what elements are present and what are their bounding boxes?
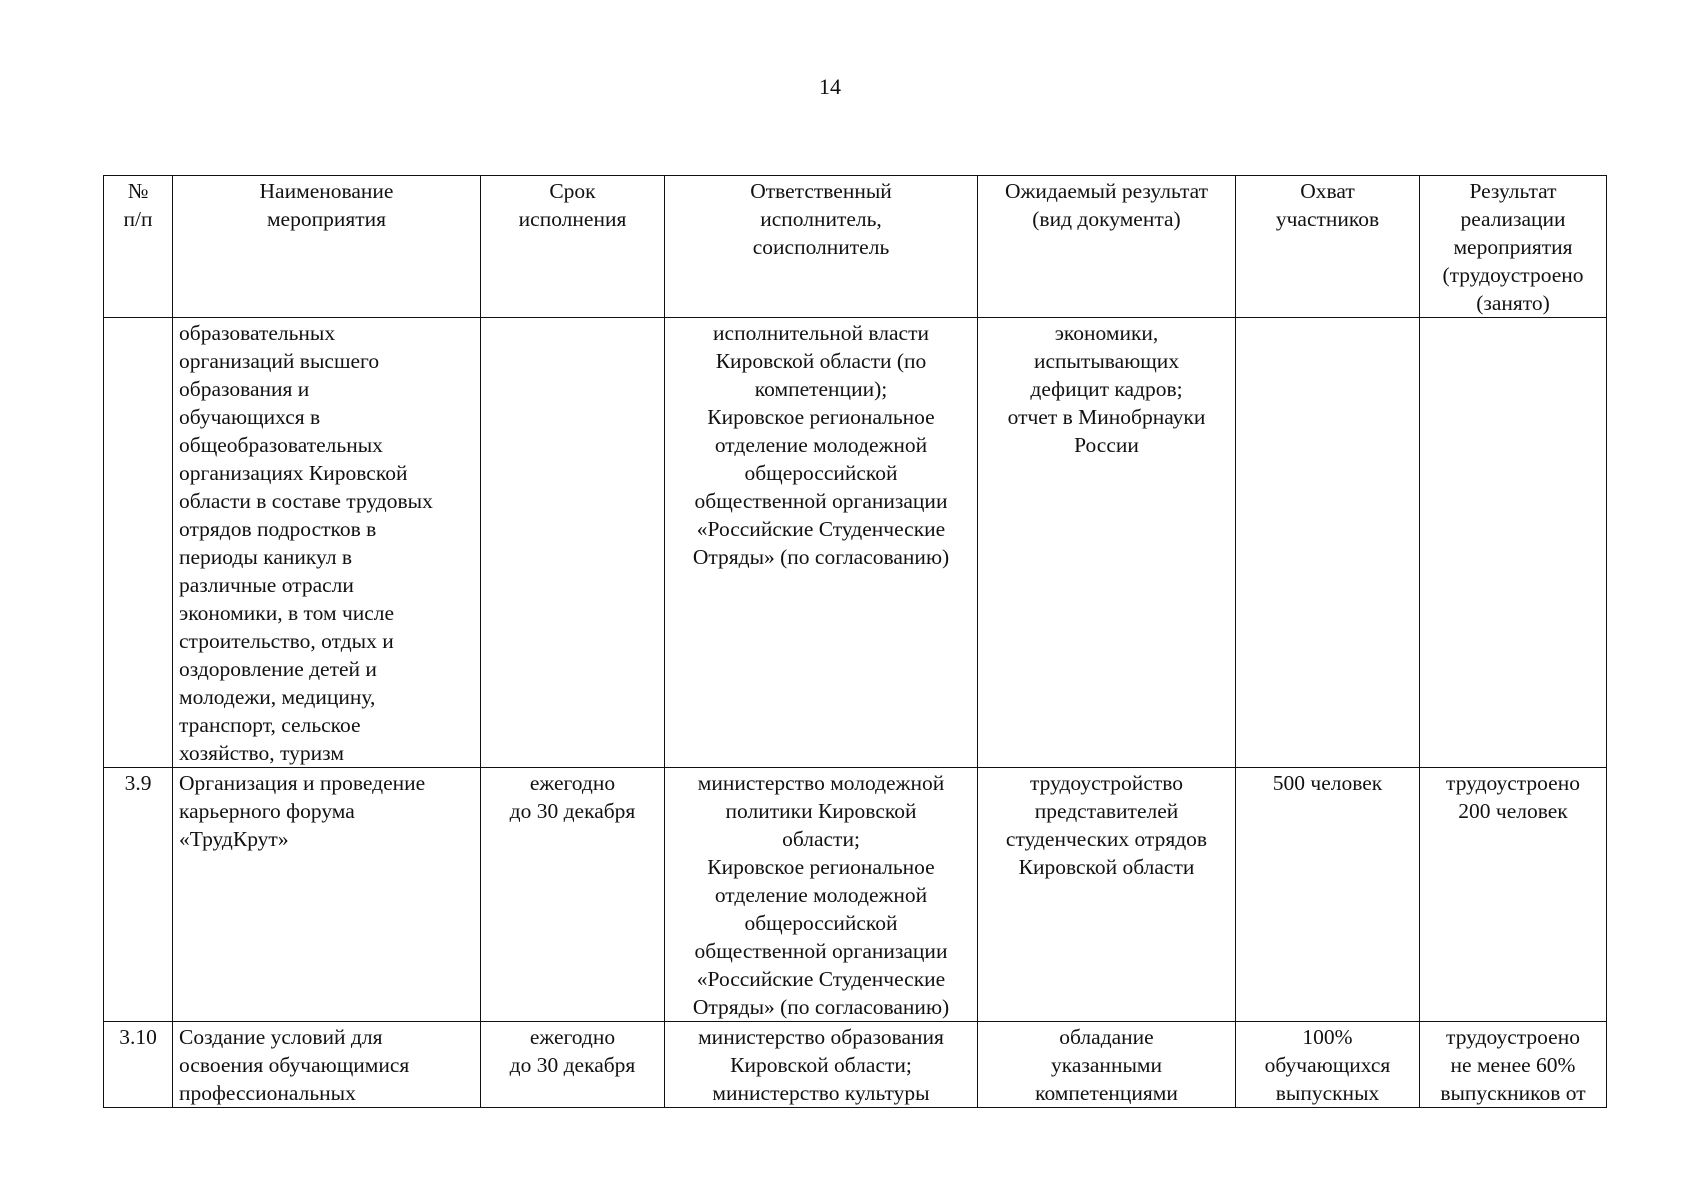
header-coverage: Охват участников <box>1236 176 1420 318</box>
row-event-name: Организация и проведение карьерного форума «ТрудКрут» <box>173 768 481 1022</box>
row-result: трудоустроено 200 человек <box>1420 768 1607 1022</box>
header-event-name: Наименование мероприятия <box>173 176 481 318</box>
table-row <box>104 1022 1607 1108</box>
row-event-name: образовательных организаций высшего образования и обучающихся в общеобразовательных организациях Кировской области в составе трудовых отрядов подростков в периоды каникул в различные отрасли экономики, в том числе строительство, отдых и оздоровление детей и молодежи, медицину, транспорт, сельское хозяйство, туризм <box>173 318 481 768</box>
row-number: 3.9 <box>104 768 173 1022</box>
row-deadline: ежегодно до 30 декабря <box>481 768 665 1022</box>
header-responsible: Ответственный исполнитель, соисполнитель <box>665 176 978 318</box>
row-expected-result: трудоустройство представителей студенческих отрядов Кировской области <box>978 768 1236 1022</box>
row-result: трудоустроено не менее 60% выпускников от <box>1420 1022 1607 1108</box>
row-result <box>1420 318 1607 768</box>
row-responsible: исполнительной власти Кировской области (по компетенции); Кировское региональное отделение молодежной общероссийской общественной организации «Российские Студенческие Отряды» (по согласованию) <box>665 318 978 768</box>
row-coverage: 100% обучающихся выпускных <box>1236 1022 1420 1108</box>
header-number: № п/п <box>104 176 173 318</box>
header-expected-result: Ожидаемый результат (вид документа) <box>978 176 1236 318</box>
header-result: Результат реализации мероприятия (трудоустроено (занято) <box>1420 176 1607 318</box>
row-expected-result: обладание указанными компетенциями <box>978 1022 1236 1108</box>
table-row <box>104 768 1607 1022</box>
header-deadline: Срок исполнения <box>481 176 665 318</box>
row-responsible: министерство молодежной политики Кировской области; Кировское региональное отделение молодежной общероссийской общественной организации «Российские Студенческие Отряды» (по согласованию) <box>665 768 978 1022</box>
row-number <box>104 318 173 768</box>
row-responsible: министерство образования Кировской области; министерство культуры <box>665 1022 978 1108</box>
table-header-row <box>104 176 1607 318</box>
events-table <box>103 175 1607 1108</box>
row-deadline <box>481 318 665 768</box>
row-coverage <box>1236 318 1420 768</box>
table-row <box>104 318 1607 768</box>
row-number: 3.10 <box>104 1022 173 1108</box>
row-deadline: ежегодно до 30 декабря <box>481 1022 665 1108</box>
row-expected-result: экономики, испытывающих дефицит кадров; отчет в Минобрнауки России <box>978 318 1236 768</box>
row-event-name: Создание условий для освоения обучающимися профессиональных <box>173 1022 481 1108</box>
page-number: 14 <box>819 74 841 99</box>
row-coverage: 500 человек <box>1236 768 1420 1022</box>
